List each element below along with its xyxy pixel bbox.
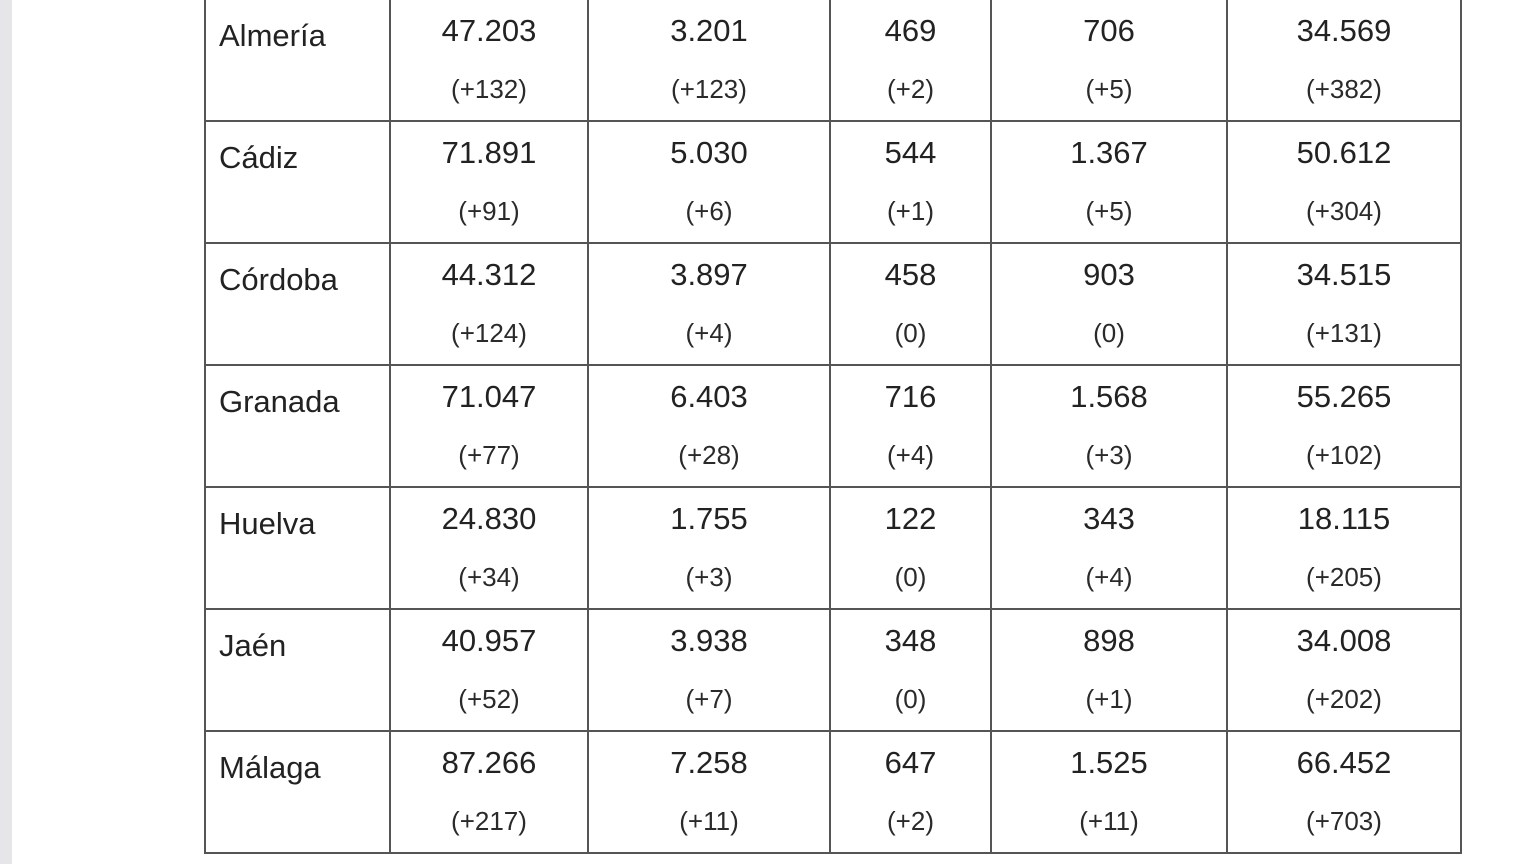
- province-name: Granada: [205, 365, 390, 487]
- table-cell: [991, 121, 1227, 243]
- cell-delta: (+5): [1085, 74, 1133, 104]
- table-cell: [1227, 365, 1461, 487]
- cell-delta: (+124): [451, 318, 527, 348]
- cell-delta: (+102): [1306, 440, 1382, 470]
- cell-value: 66.452: [1296, 745, 1392, 780]
- cell-delta: (+77): [458, 440, 520, 470]
- cell-delta: (+4): [1085, 562, 1133, 592]
- table-cell: [1227, 731, 1461, 853]
- cell-value: 24.830: [441, 501, 537, 536]
- table-cell: [588, 609, 830, 731]
- table-cell: [390, 121, 588, 243]
- cell-value: 3.201: [670, 13, 748, 48]
- cell-delta: (+123): [671, 74, 747, 104]
- table-cell: [390, 731, 588, 853]
- cell-value: 348: [884, 623, 937, 658]
- cell-delta: (0): [1093, 318, 1125, 348]
- table-cell: [830, 121, 991, 243]
- table-row: [205, 0, 1461, 121]
- cell-value: 3.938: [670, 623, 748, 658]
- table-cell: [390, 487, 588, 609]
- table-cell: [991, 487, 1227, 609]
- table-cell: [830, 609, 991, 731]
- province-name: Córdoba: [205, 243, 390, 365]
- table-cell: [991, 0, 1227, 121]
- table-cell: [1227, 121, 1461, 243]
- cell-delta: (+3): [1085, 440, 1133, 470]
- cell-value: 647: [884, 745, 937, 780]
- table-cell: [991, 243, 1227, 365]
- table-cell: [588, 365, 830, 487]
- cell-delta: (+28): [678, 440, 740, 470]
- province-name: Málaga: [205, 731, 390, 853]
- table-row: [205, 121, 1461, 243]
- cell-delta: (+11): [679, 806, 739, 836]
- cell-value: 18.115: [1297, 501, 1391, 536]
- table-cell: [991, 731, 1227, 853]
- cell-delta: (+7): [685, 684, 733, 714]
- cell-delta: (+11): [1079, 806, 1139, 836]
- province-name: Cádiz: [205, 121, 390, 243]
- cell-value: 122: [884, 501, 937, 536]
- province-stats-table: [204, 0, 1462, 854]
- cell-value: 898: [1083, 623, 1135, 658]
- table-row: [205, 365, 1461, 487]
- table-cell: [588, 243, 830, 365]
- cell-value: 71.047: [441, 379, 537, 414]
- left-gutter: [0, 0, 12, 864]
- cell-value: 55.265: [1296, 379, 1392, 414]
- cell-delta: (+202): [1306, 684, 1382, 714]
- table-cell: [830, 365, 991, 487]
- cell-delta: (+34): [458, 562, 520, 592]
- table-cell: [390, 243, 588, 365]
- table-cell: [588, 731, 830, 853]
- table-row: [205, 487, 1461, 609]
- cell-value: 716: [884, 379, 937, 414]
- cell-value: 34.569: [1296, 13, 1392, 48]
- cell-value: 5.030: [670, 135, 748, 170]
- table-cell: [1227, 609, 1461, 731]
- cell-delta: (+5): [1085, 196, 1133, 226]
- cell-value: 34.008: [1296, 623, 1392, 658]
- cell-value: 87.266: [441, 745, 537, 780]
- table-cell: [830, 243, 991, 365]
- table-cell: [830, 487, 991, 609]
- cell-value: 458: [884, 257, 937, 292]
- cell-delta: (+3): [685, 562, 733, 592]
- cell-delta: (+131): [1306, 318, 1382, 348]
- cell-delta: (+6): [685, 196, 733, 226]
- cell-value: 1.525: [1070, 745, 1148, 780]
- table-row: [205, 243, 1461, 365]
- cell-delta: (+2): [887, 74, 934, 104]
- cell-value: 544: [884, 135, 937, 170]
- table-cell: [588, 121, 830, 243]
- cell-delta: (0): [894, 318, 927, 348]
- cell-delta: (+91): [458, 196, 520, 226]
- cell-value: 1.755: [670, 501, 748, 536]
- table-cell: [991, 365, 1227, 487]
- cell-delta: (+304): [1306, 196, 1382, 226]
- cell-delta: (+382): [1306, 74, 1382, 104]
- table-cell: [830, 731, 991, 853]
- table-row: [205, 731, 1461, 853]
- cell-delta: (+205): [1306, 562, 1382, 592]
- table-cell: [390, 0, 588, 121]
- table-cell: [991, 609, 1227, 731]
- cell-delta: (+132): [451, 74, 527, 104]
- cell-value: 469: [884, 13, 937, 48]
- cell-delta: (+703): [1306, 806, 1382, 836]
- table-cell: [1227, 243, 1461, 365]
- province-name: Jaén: [205, 609, 390, 731]
- table-row: [205, 609, 1461, 731]
- cell-delta: (+2): [887, 806, 934, 836]
- table-cell: [1227, 487, 1461, 609]
- cell-delta: (0): [894, 562, 927, 592]
- cell-value: 1.367: [1070, 135, 1148, 170]
- cell-delta: (+217): [451, 806, 527, 836]
- cell-value: 47.203: [441, 13, 537, 48]
- cell-value: 7.258: [670, 745, 748, 780]
- cell-value: 71.891: [441, 135, 537, 170]
- cell-value: 3.897: [670, 257, 748, 292]
- cell-value: 50.612: [1296, 135, 1392, 170]
- table-cell: [390, 609, 588, 731]
- cell-delta: (+1): [887, 196, 934, 226]
- table-cell: [588, 0, 830, 121]
- cell-value: 706: [1083, 13, 1135, 48]
- cell-delta: (0): [894, 684, 927, 714]
- cell-delta: (+1): [1085, 684, 1133, 714]
- cell-value: 1.568: [1070, 379, 1148, 414]
- cell-delta: (+4): [887, 440, 934, 470]
- cell-delta: (+4): [685, 318, 733, 348]
- cell-value: 343: [1083, 501, 1135, 536]
- table-cell: [1227, 0, 1461, 121]
- province-name: Almería: [205, 0, 390, 121]
- table-cell: [390, 365, 588, 487]
- cell-value: 40.957: [441, 623, 537, 658]
- cell-delta: (+52): [458, 684, 520, 714]
- cell-value: 903: [1083, 257, 1135, 292]
- table-cell: [588, 487, 830, 609]
- table-cell: [830, 0, 991, 121]
- cell-value: 6.403: [670, 379, 748, 414]
- cell-value: 34.515: [1296, 257, 1392, 292]
- province-name: Huelva: [205, 487, 390, 609]
- cell-value: 44.312: [441, 257, 537, 292]
